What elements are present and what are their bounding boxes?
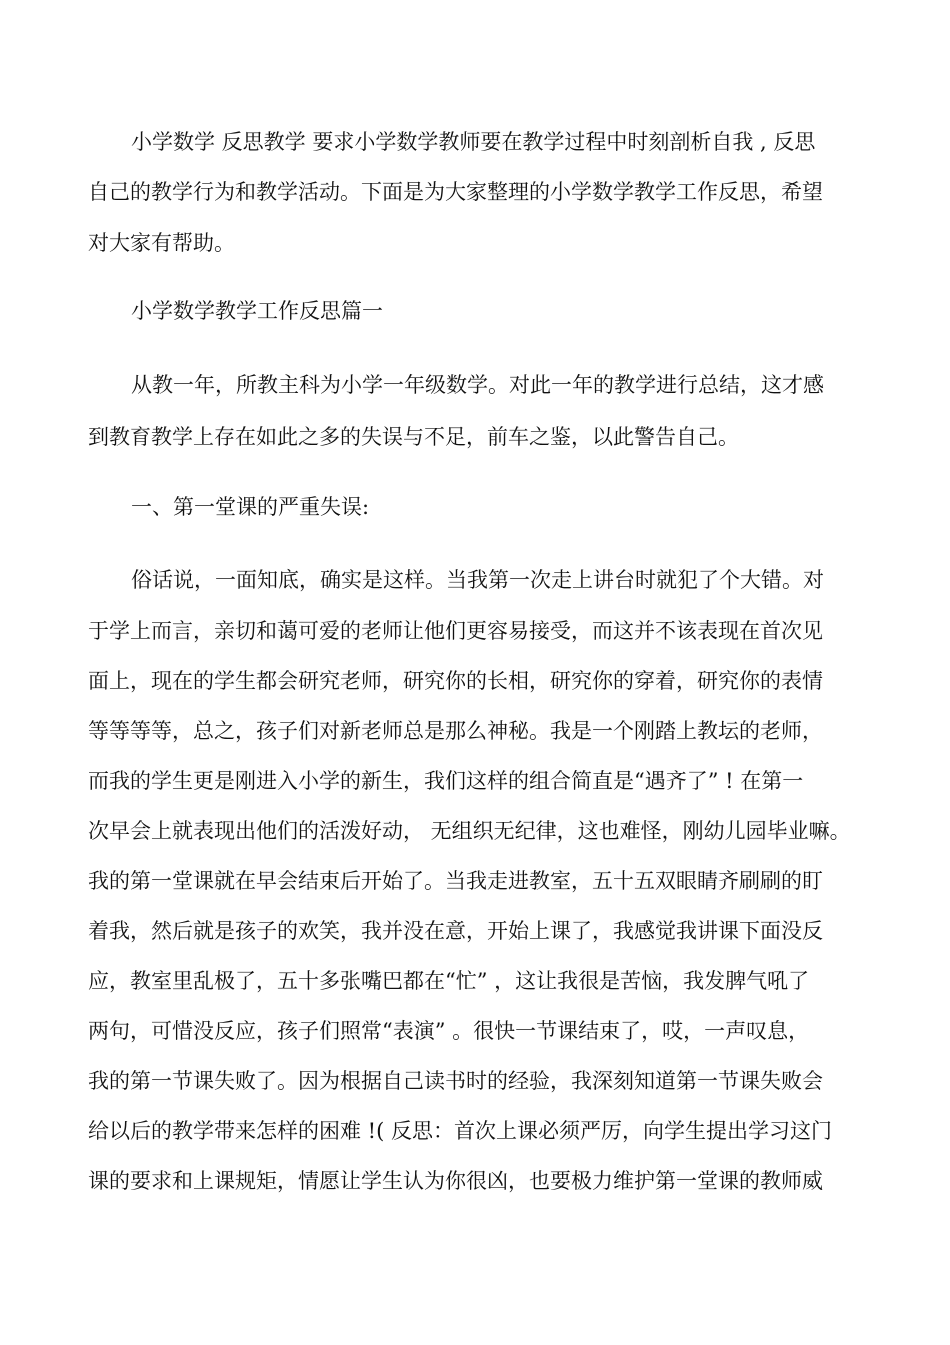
para2-line-9: 应，教室里乱极了，五十多张嘴巴都在“忙” ，这让我很是苦恼，我发脾气吼了 [88,969,810,993]
para2-line-4: 等等等等，总之，孩子们对新老师总是那么神秘。我是一个刚踏上教坛的老师， [88,719,823,743]
para1-line-1: 从教一年，所教主科为小学一年级数学。对此一年的教学进行总结，这才感 [131,373,824,397]
para2-line-12: 给以后的教学带来怎样的困难 !( 反思：首次上课必须严厉，向学生提出学习这门 [88,1119,832,1143]
para2-line-8: 着我，然后就是孩子的欢笑，我并没在意，开始上课了，我感觉我讲课下面没反 [88,919,823,943]
para2-line-3: 面上，现在的学生都会研究老师，研究你的长相，研究你的穿着，研究你的表情 [88,669,823,693]
intro-line-3: 对大家有帮助。 [88,231,235,255]
para2-line-6: 次早会上就表现出他们的活泼好动， 无组织无纪律，这也难怪，刚幼儿园毕业嘛。 [88,819,851,843]
para1-line-2: 到教育教学上存在如此之多的失误与不足，前车之鉴，以此警告自己。 [88,425,739,449]
subheading-first-lesson: 一、第一堂课的严重失误: [131,495,370,519]
intro-line-1: 小学数学 反思教学 要求小学数学教师要在教学过程中时刻剖析自我 , 反思 [131,130,816,154]
para2-line-13: 课的要求和上课规矩，情愿让学生认为你很凶，也要极力维护第一堂课的教师威 [88,1169,823,1193]
para2-line-1: 俗话说，一面知底，确实是这样。当我第一次走上讲台时就犯了个大错。对 [131,568,824,592]
para2-line-5: 而我的学生更是刚进入小学的新生，我们这样的组合简直是“遇齐了” ! 在第一 [88,769,804,793]
para2-line-2: 于学上而言，亲切和蔼可爱的老师让他们更容易接受，而这并不该表现在首次见 [88,619,823,643]
para2-line-7: 我的第一堂课就在早会结束后开始了。当我走进教室，五十五双眼睛齐刷刷的盯 [88,869,823,893]
section-title: 小学数学教学工作反思篇一 [131,299,383,323]
intro-line-2: 自己的教学行为和教学活动。下面是为大家整理的小学数学教学工作反思，希望 [88,180,823,204]
para2-line-10: 两句，可惜没反应，孩子们照常“表演” 。很快一节课结束了，哎，一声叹息， [88,1019,810,1043]
para2-line-11: 我的第一节课失败了。因为根据自己读书时的经验，我深刻知道第一节课失败会 [88,1069,823,1093]
